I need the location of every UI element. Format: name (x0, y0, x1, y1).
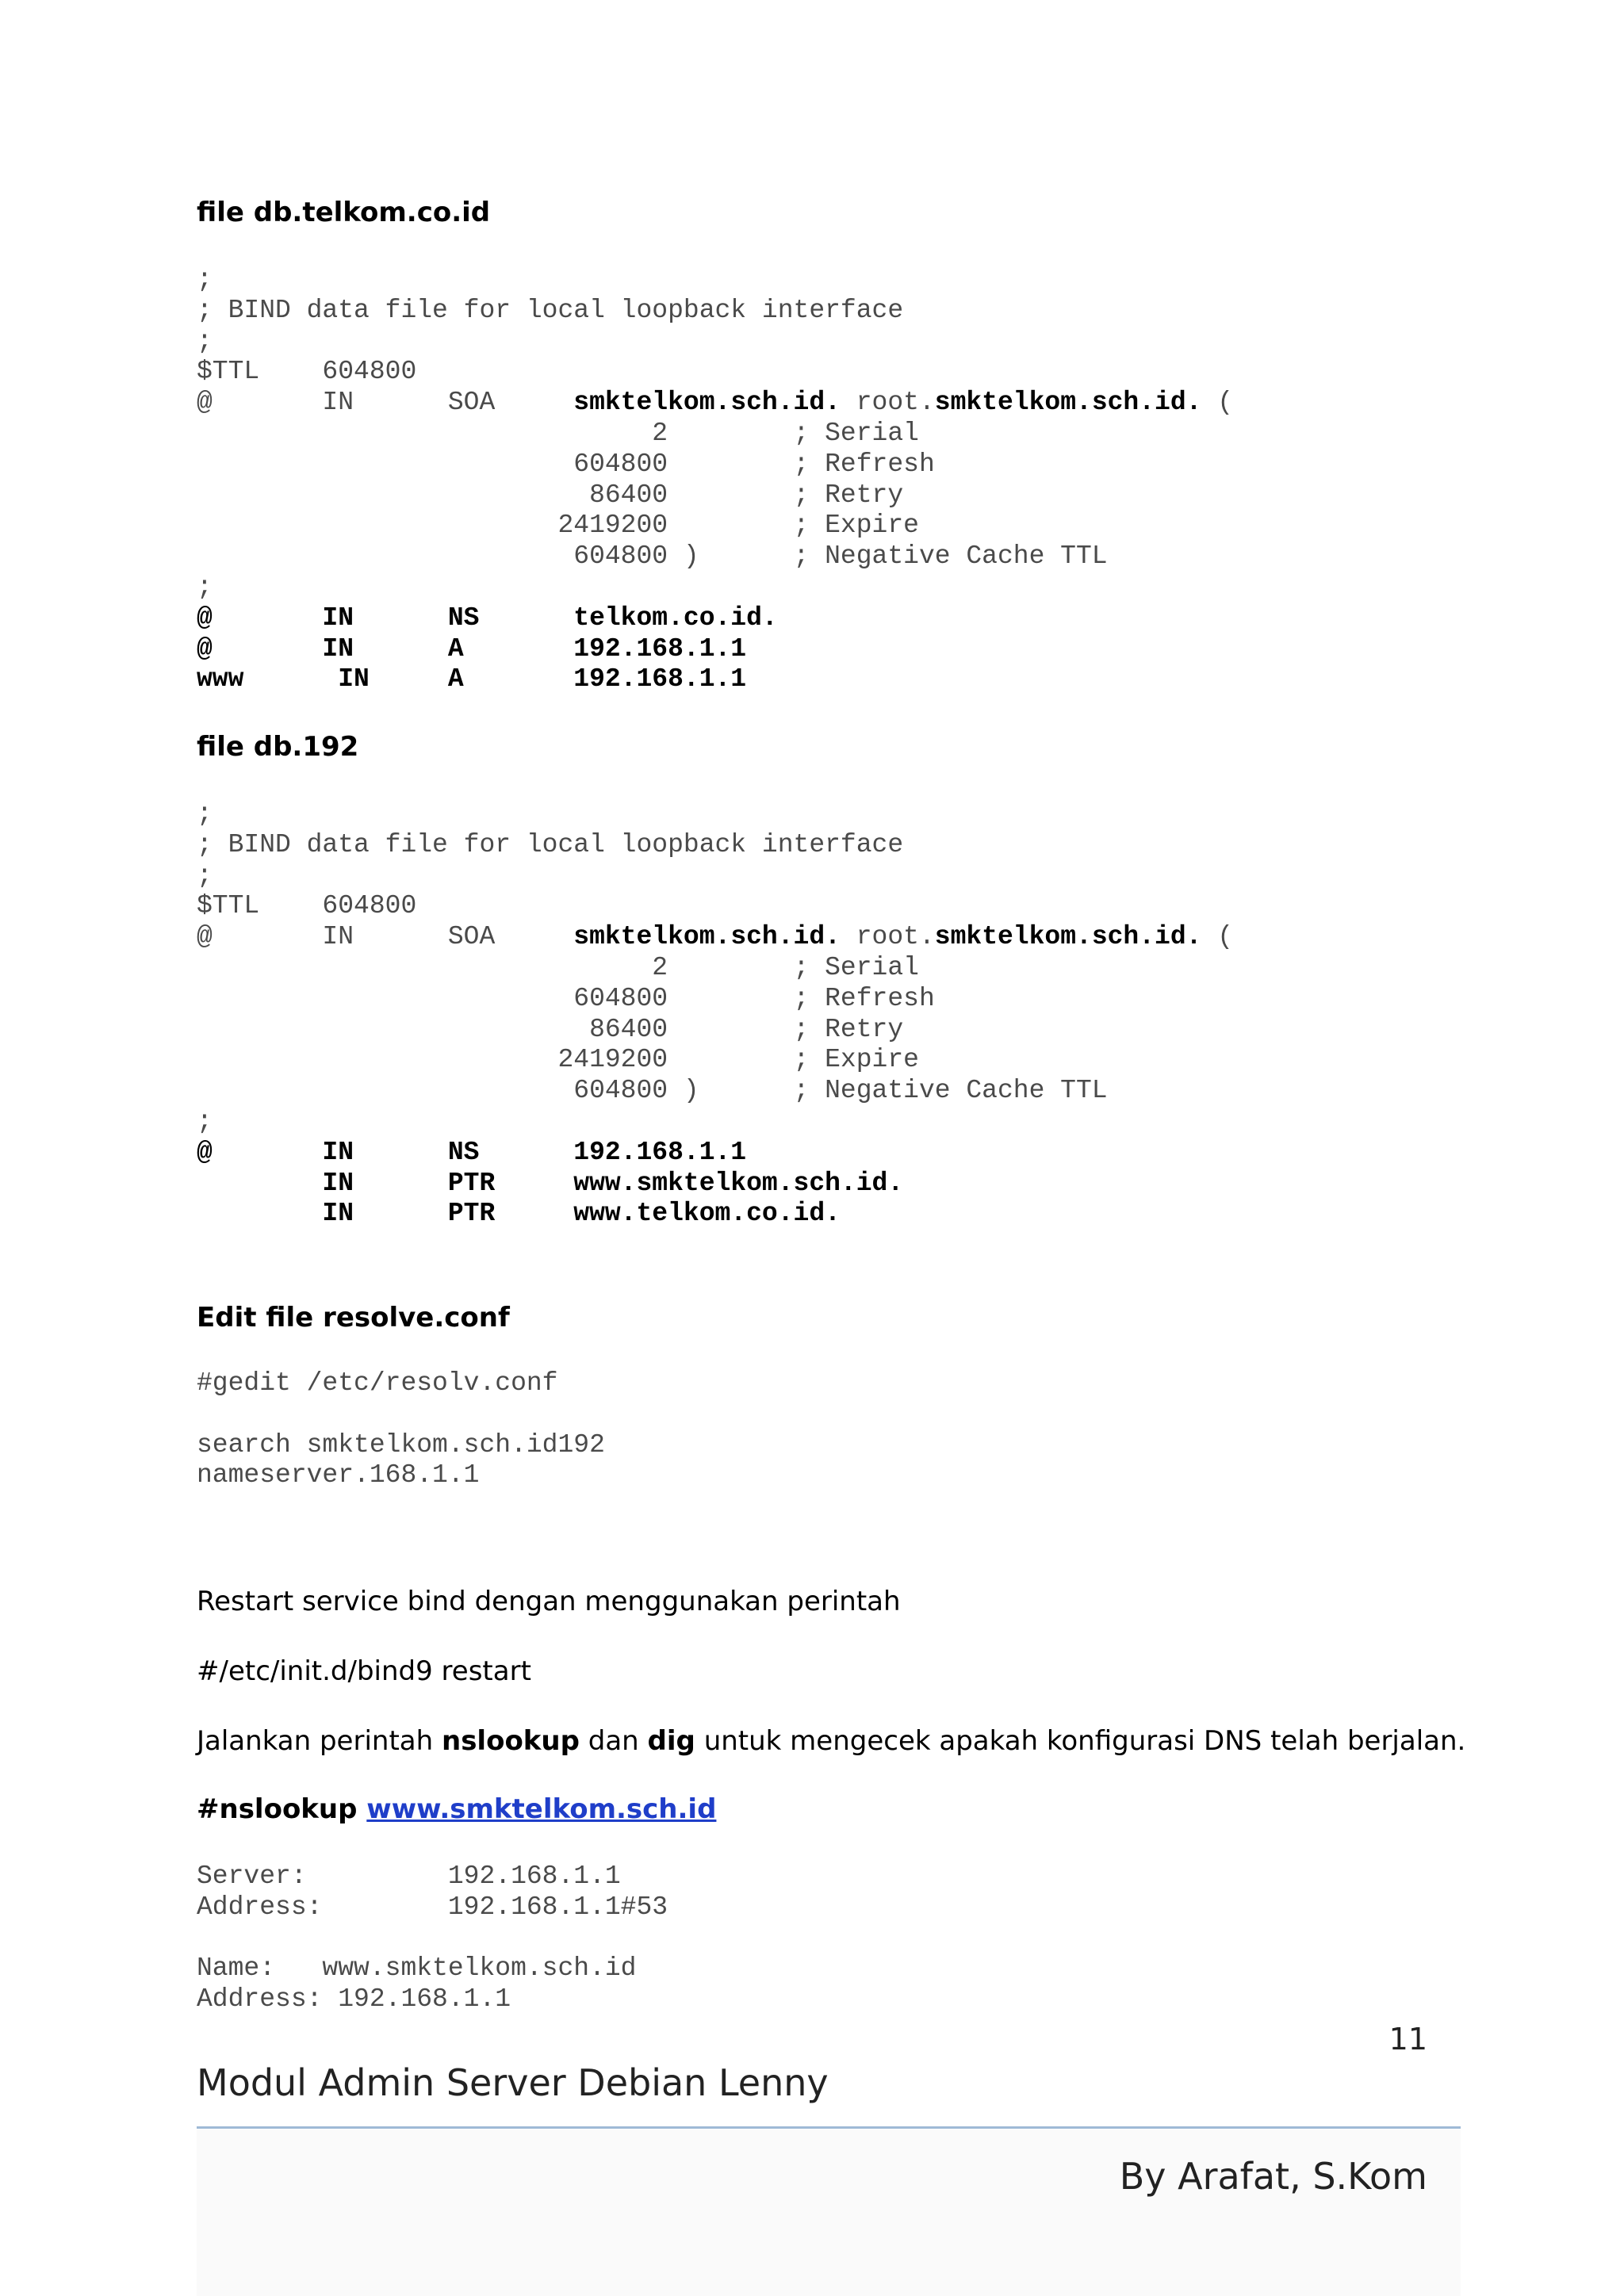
code-line: nameserver.168.1.1 (197, 1460, 480, 1490)
section-heading-resolv: Edit file resolve.conf (197, 1302, 510, 1334)
nslookup-command: #nslookup www.smktelkom.sch.id (197, 1793, 717, 1825)
code-line-soa: @ IN SOA smktelkom.sch.id. root.smktelkom.sch.id. ( (197, 922, 1234, 952)
code-line-record: IN PTR www.telkom.co.id. (197, 1199, 841, 1229)
footer-author: By Arafat, S.Kom (1119, 2155, 1427, 2198)
code-line: 86400 ; Retry (197, 480, 904, 510)
code-line: 604800 ) ; Negative Cache TTL (197, 541, 1108, 572)
restart-paragraph: Restart service bind dengan menggunakan perintah (197, 1586, 901, 1617)
code-line: ; (197, 799, 213, 828)
code-line: ; (197, 860, 213, 890)
code-block-db-192 (197, 799, 1233, 1230)
code-line: search smktelkom.sch.id192 (197, 1429, 605, 1460)
section-heading-db-192: file db.192 (197, 731, 359, 763)
code-line-record: @ IN A 192.168.1.1 (197, 633, 747, 664)
code-line-record: @ IN NS telkom.co.id. (197, 603, 778, 633)
code-block-nslookup (197, 1862, 668, 2015)
code-line: Address: 192.168.1.1#53 (197, 1892, 668, 1922)
code-block-db-telkom (197, 265, 1233, 695)
page-number: 11 (1388, 2022, 1427, 2057)
code-line-soa: @ IN SOA smktelkom.sch.id. root.smktelkom.sch.id. ( (197, 388, 1234, 418)
section-heading-db-telkom: file db.telkom.co.id (197, 197, 491, 228)
code-line: 604800 ; Refresh (197, 983, 935, 1013)
code-line: $TTL 604800 (197, 357, 417, 387)
code-line: 86400 ; Retry (197, 1014, 904, 1044)
code-line: 604800 ; Refresh (197, 449, 935, 479)
code-line: Name: www.smktelkom.sch.id (197, 1954, 637, 1984)
code-line: Server: 192.168.1.1 (197, 1862, 621, 1891)
code-line: 2419200 ; Expire (197, 1045, 919, 1075)
code-line: 604800 ) ; Negative Cache TTL (197, 1076, 1108, 1106)
code-line: ; (197, 326, 213, 356)
code-line: 2419200 ; Expire (197, 511, 919, 541)
run-paragraph: Jalankan perintah nslookup dan dig untuk mengecek apakah konfigurasi DNS telah berjalan. (197, 1725, 1466, 1757)
code-line: 2 ; Serial (197, 952, 919, 982)
code-line: #gedit /etc/resolv.conf (197, 1368, 558, 1398)
footer-divider (197, 2126, 1461, 2129)
code-line-record: IN PTR www.smktelkom.sch.id. (197, 1168, 904, 1198)
code-line: ; BIND data file for local loopback interface (197, 829, 904, 859)
code-line: Address: 192.168.1.1 (197, 1984, 511, 2015)
code-line-record: www IN A 192.168.1.1 (197, 664, 747, 695)
code-line: ; (197, 572, 213, 602)
footer-title: Modul Admin Server Debian Lenny (197, 2061, 829, 2104)
restart-command: #/etc/init.d/bind9 restart (197, 1655, 531, 1687)
code-line: ; (197, 1106, 213, 1136)
code-line: ; BIND data file for local loopback interface (197, 295, 904, 325)
nslookup-link[interactable]: www.smktelkom.sch.id (366, 1793, 717, 1825)
code-line-record: @ IN NS 192.168.1.1 (197, 1137, 747, 1167)
code-line: $TTL 604800 (197, 891, 417, 921)
code-line: ; (197, 265, 213, 294)
code-block-resolv (197, 1368, 605, 1491)
code-line: 2 ; Serial (197, 418, 919, 448)
